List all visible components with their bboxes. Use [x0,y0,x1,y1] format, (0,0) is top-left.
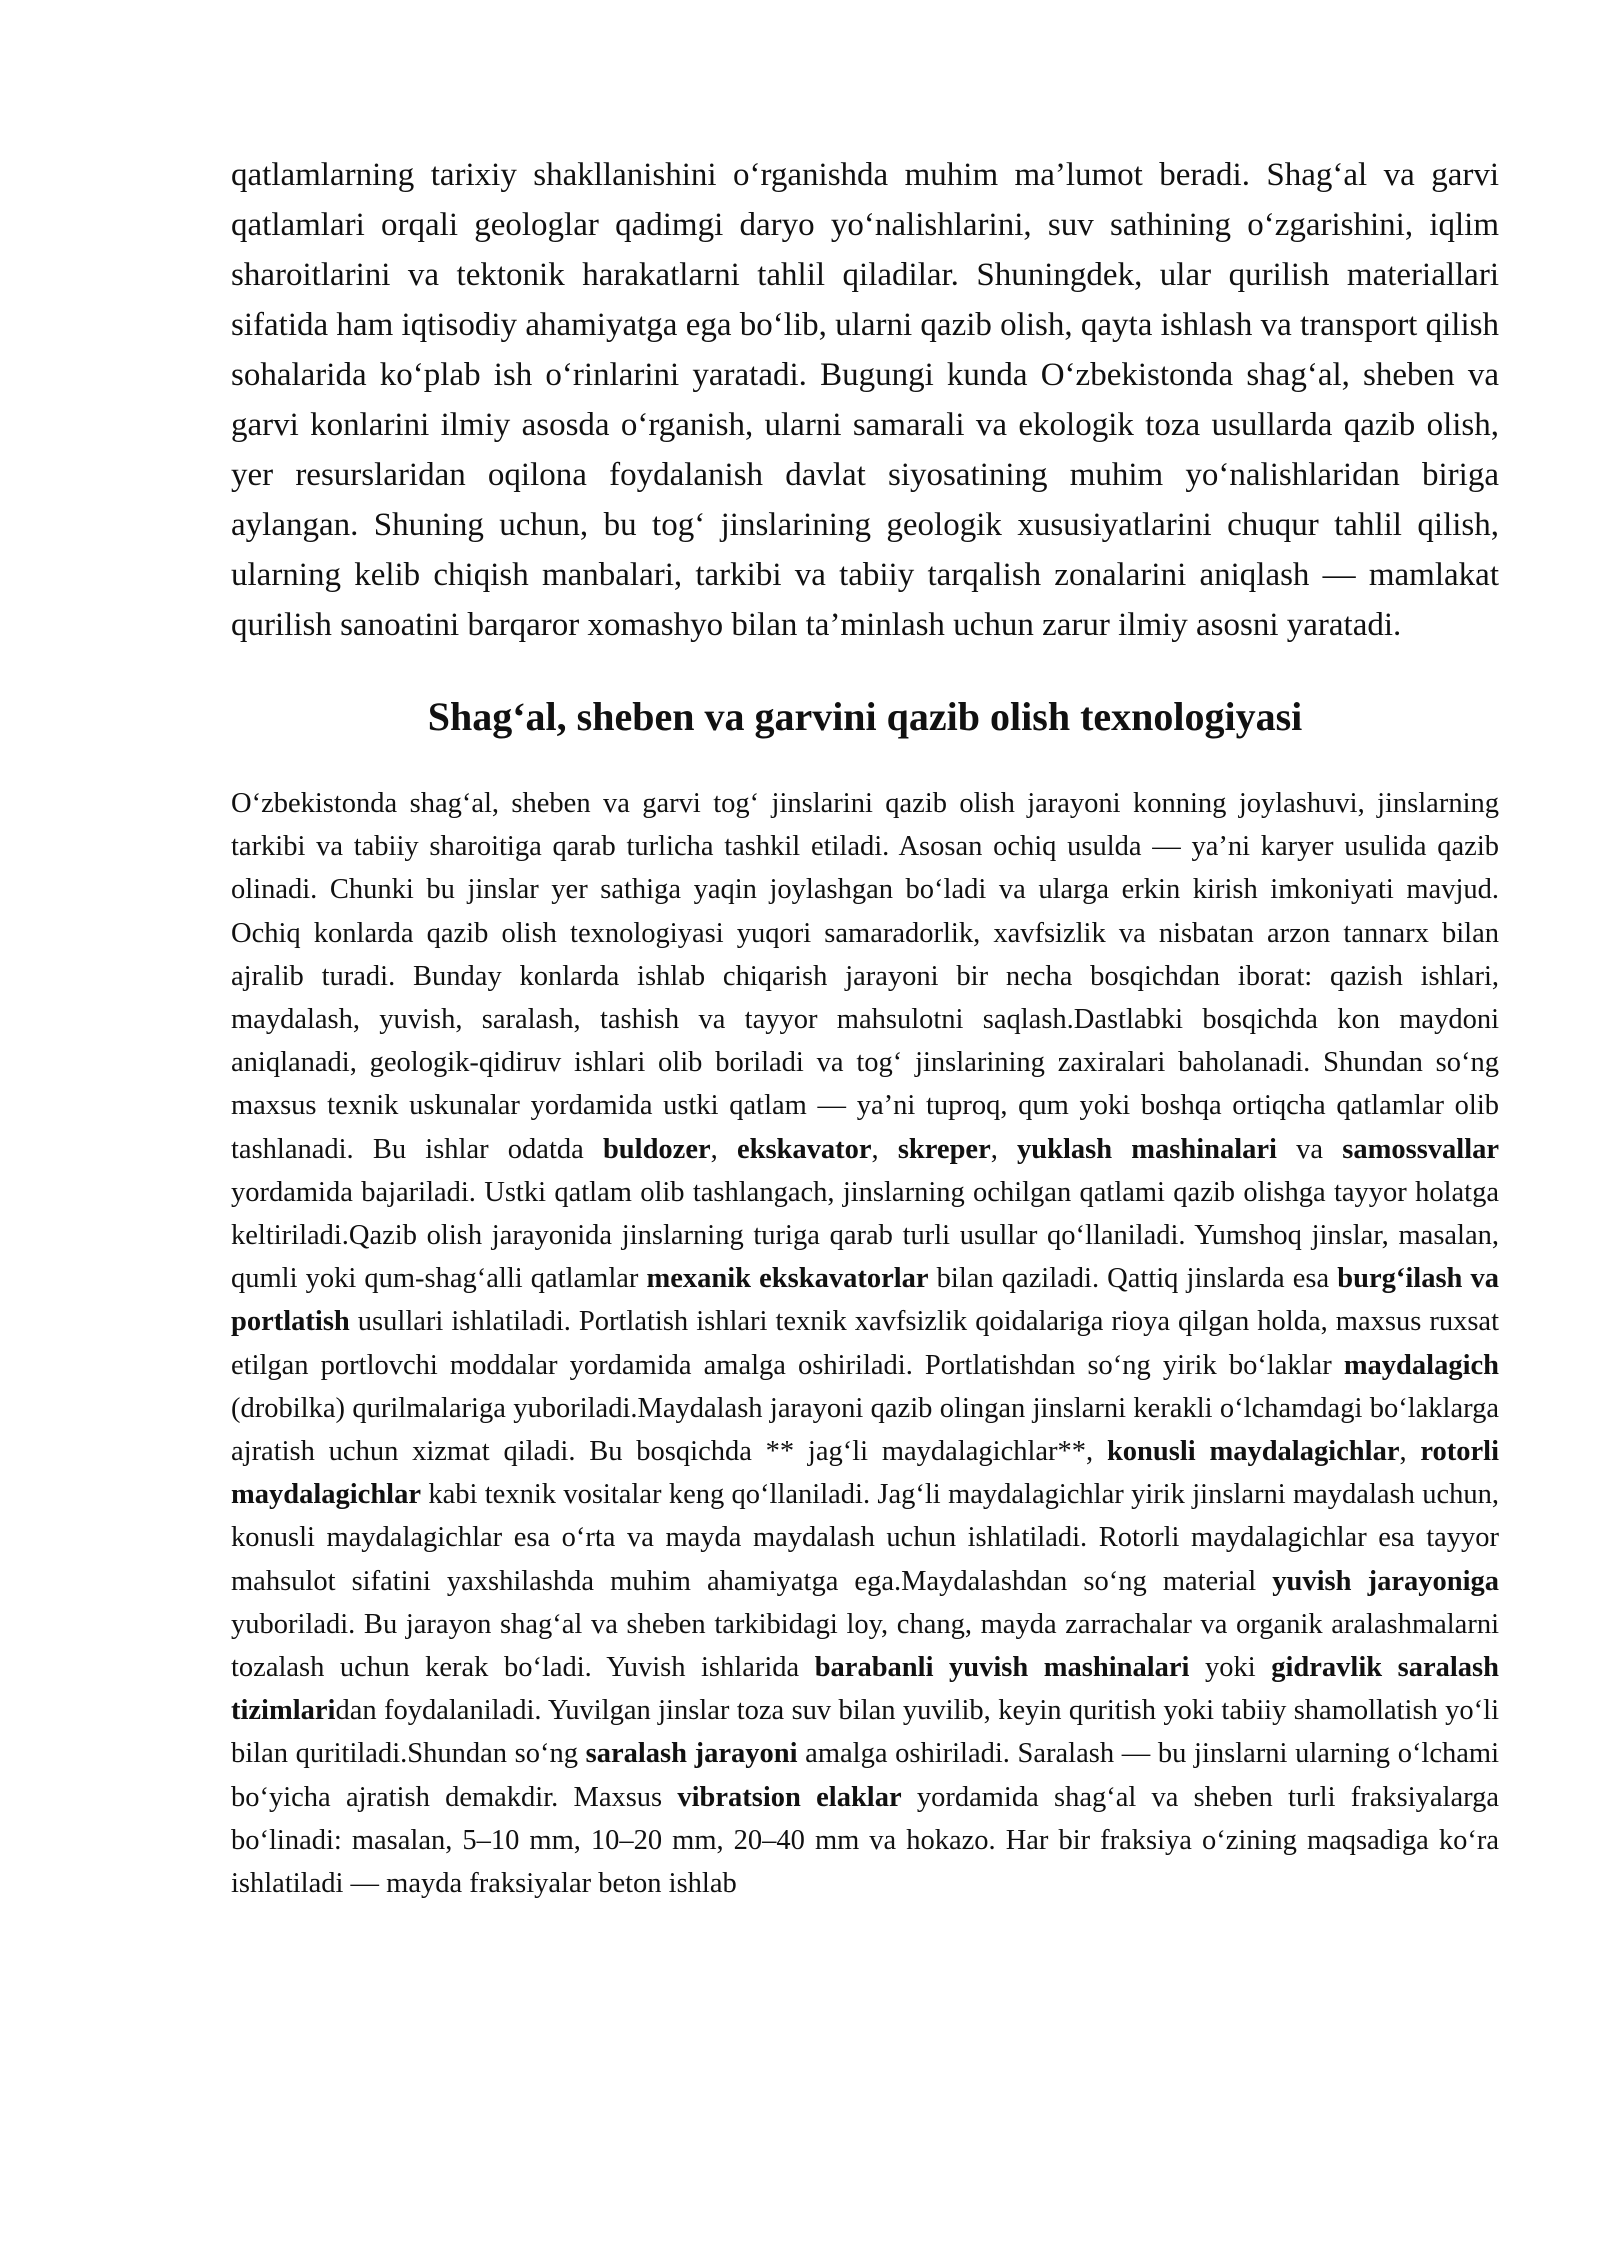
bold-term: konusli maydalagichlar [1106,1436,1400,1468]
bold-term: samossvallar [1342,1133,1500,1165]
body-text: yordamida shag‘al va sheben turli fraksiyalarga bo‘linadi: masalan, 5–10 mm, 10–20 mm, 20–40 mm va hokazo. Har bir fraksiya o‘zining maqsadiga ko‘ra ishlatiladi — mayda fraksiyalar beton ishlab [231,1781,1499,1900]
body-text: (drobilka) qurilmalariga yuboriladi.Maydalash jarayoni qazib olingan jinslarni kerakli o‘lchamdagi bo‘laklarga ajratish uchun xizmat qiladi. Bu bosqichda ** jag‘li maydalagichlar**, [231,1392,1499,1468]
bold-term: buldozer [602,1133,711,1165]
body-text: yordamida bajariladi. Ustki qatlam olib tashlangach, jinslarning ochilgan qatlami qazib olishga tayyor holatga keltiriladi.Qazib olish jarayonida jinslarning turiga qarab turli usullar qo‘llaniladi. Yumshoq jinslar, masalan, qumli yoki qum-shag‘alli qatlamlar [231,1176,1499,1295]
bold-term: gidravlik saralash tizimlari [231,1652,1499,1727]
body-text: , [871,1133,898,1165]
body-text: usullari ishlatiladi. Portlatish ishlari texnik xavfsizlik qoidalariga rioya qilgan holda, maxsus ruxsat etilgan portlovchi moddalar yordamida amalga oshiriladi. Portlatishdan so‘ng yirik bo‘laklar [231,1306,1499,1381]
body-text: dan foydalaniladi. Yuvilgan jinslar toza suv bilan yuvilib, keyin quritish yoki tabiiy shamollatish yo‘li bilan quritiladi.Shundan so‘ng [231,1695,1499,1770]
bold-term: burg‘ilash va portlatish [231,1263,1499,1338]
bold-term: saralash jarayoni [585,1738,798,1770]
body-text: amalga oshiriladi. Saralash — bu jinslarni ularning o‘lchami bo‘yicha ajratish demakdir. Maxsus [231,1738,1499,1813]
bold-term: yuklash mashinalari [1017,1133,1277,1165]
bold-term: skreper [897,1133,991,1165]
body-text: yoki [1189,1652,1272,1684]
body-text: bilan qaziladi. Qattiq jinslarda esa [928,1263,1338,1295]
body-text: kabi texnik vositalar keng qo‘llaniladi. Jag‘li maydalagichlar yirik jinslarni maydalash uchun, konusli maydalagichlar esa o‘rta va mayda maydalash uchun ishlatiladi. Rotorli maydalagichlar esa tayyor mahsulot sifatini yaxshilashda muhim ahamiyatga ega.Maydalashdan so‘ng material [231,1479,1499,1597]
body-text: , [990,1133,1018,1165]
bold-term: barabanli yuvish mashinalari [814,1652,1190,1684]
bold-term: rotorli maydalagichlar [231,1436,1500,1511]
bold-term: maydalagich [1343,1349,1499,1381]
bold-term: ekskavator [736,1133,872,1165]
bold-term: mexanik ekskavatorlar [646,1263,929,1295]
intro-paragraph: qatlamlarning tarixiy shakllanishini o‘rganishda muhim ma’lumot beradi. Shag‘al va garvi qatlamlari orqali geologlar qadimgi daryo yo‘nalishlarini, suv sathining o‘zgarishini, iqlim sharoitlarini va tektonik harakatlarni tahlil qiladilar. Shuningdek, ular qurilish materiallari sifatida ham iqtisodiy ahamiyatga ega bo‘lib, ularni qazib olish, qayta ishlash va transport qilish sohalarida ko‘plab ish o‘rinlarini yaratadi. Bugungi kunda O‘zbekistonda shag‘al, sheben va garvi konlarini ilmiy asosda o‘rganish, ularni samarali va ekologik toza usullarda qazib olish, yer resurslaridan oqilona foydalanish davlat siyosatining muhim yo‘nalishlaridan biriga aylangan. Shuning uchun, bu tog‘ jinslarining geologik xususiyatlarini chuqur tahlil qilish, ularning kelib chiqish manbalari, tarkibi va tabiiy tarqalish zonalarini aniqlash — mamlakat qurilish sanoatini barqaror xomashyo bilan ta’minlash uchun zarur ilmiy asosni yaratadi. [231,157,1499,643]
body-text: , [1399,1436,1421,1468]
document-page [231,150,1499,1905]
bold-term: yuvish jarayoniga [1272,1565,1499,1597]
body-text: O‘zbekistonda shag‘al, sheben va garvi tog‘ jinslarini qazib olish jarayoni konning joylashuvi, jinslarning tarkibi va tabiiy sharoitiga qarab turlicha tashkil etiladi. Asosan ochiq usulda — ya’ni karyer usulida qazib olinadi. Chunki bu jinslar yer sathiga yaqin joylashgan bo‘ladi va ularga erkin kirish imkoniyati mavjud. Ochiq konlarda qazib olish texnologiyasi yuqori samaradorlik, xavfsizlik va nisbatan arzon tannarx bilan ajralib turadi. Bunday konlarda ishlab chiqarish jarayoni bir necha bosqichdan iborat: qazish ishlari, maydalash, yuvish, saralash, tashish va tayyor mahsulotni saqlash.Dastlabki bosqichda kon maydoni aniqlanadi, geologik-qidiruv ishlari olib boriladi va tog‘ jinslarining zaxiralari baholanadi. Shundan so‘ng maxsus texnik uskunalar yordamida ustki qatlam — ya’ni tuproq, qum yoki boshqa ortiqcha qatlamlar olib tashlanadi. Bu ishlar odatda [231,788,1499,1165]
body-text: yuboriladi. Bu jarayon shag‘al va sheben tarkibidagi loy, chang, mayda zarrachalar va organik aralashmalarni tozalash uchun kerak bo‘ladi. Yuvish ishlarida [231,1608,1499,1684]
section-heading: Shag‘al, sheben va garvini qazib olish texnologiyasi [427,694,1303,739]
bold-term: vibratsion elaklar [677,1781,902,1813]
body-text: , [710,1133,737,1165]
body-paragraph [231,782,1499,1905]
body-text: va [1276,1133,1343,1165]
